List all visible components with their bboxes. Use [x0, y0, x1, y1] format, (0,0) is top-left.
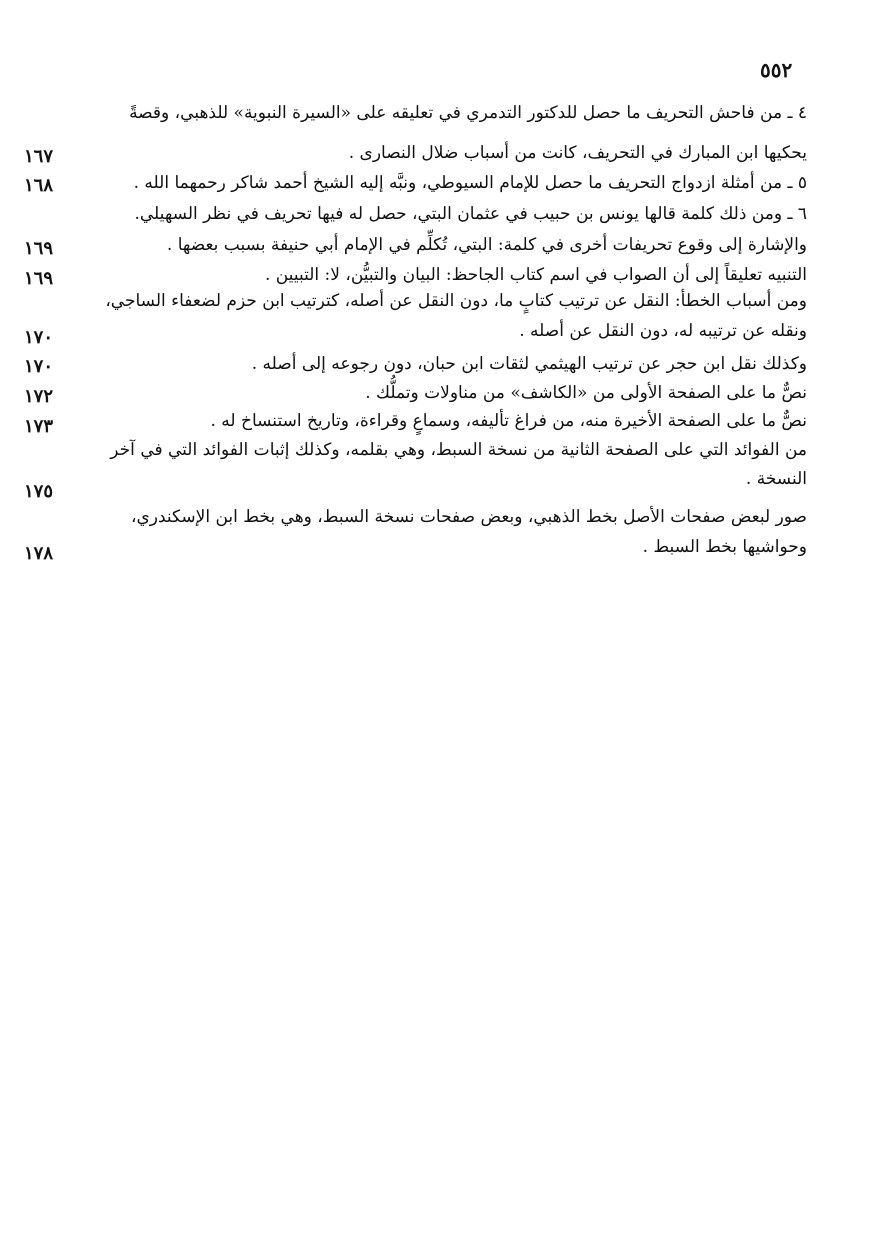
entry-text-line: ومن أسباب الخطأ: النقل عن ترتيب كتابٍ ما، دون النقل عن أصله، كترتيب ابن حزم لضعفاء الساجي، [105, 291, 807, 311]
entry-text-line: ٤ ـ من فاحش التحريف ما حصل للدكتور التدمري في تعليقه على «السيرة النبوية» للذهبي، وقصةً [129, 103, 807, 123]
entry-text-line: وحواشيها بخط السبط . [642, 537, 807, 557]
page-reference: ١٧٨ [24, 543, 54, 564]
page-reference: ١٧٠ [24, 356, 54, 377]
entry-text-line: يحكيها ابن المبارك في التحريف، كانت من أسباب ضلال النصارى . [348, 143, 807, 163]
entry-text-line: نصٌّ ما على الصفحة الأخيرة منه، من فراغ تأليفه، وسماعٍ وقراءة، وتاريخ استنساخ له . [210, 411, 807, 431]
entry-text-line: ونقله عن ترتيبه له، دون النقل عن أصله . [519, 321, 807, 341]
page-reference: ١٦٧ [24, 146, 54, 167]
page-reference: ١٧٥ [24, 481, 54, 502]
entry-text-line: ٦ ـ ومن ذلك كلمة قالها يونس بن حبيب في عثمان البتي، حصل له فيها تحريف في نظر السهيلي. [134, 204, 807, 224]
entry-text-line: نصٌّ ما على الصفحة الأولى من «الكاشف» من مناولات وتملُّك . [365, 383, 807, 403]
entry-text-line: من الفوائد التي على الصفحة الثانية من نسخة السبط، وهي بقلمه، وكذلك إثبات الفوائد التي في آخر [110, 440, 807, 460]
page-reference: ١٦٨ [24, 175, 54, 196]
entry-text-line: النسخة . [745, 469, 807, 489]
page-reference: ١٧٢ [24, 386, 54, 407]
entry-text-line: وكذلك نقل ابن حجر عن ترتيب الهيثمي لثقات ابن حبان، دون رجوعه إلى أصله . [251, 354, 807, 374]
entry-text-line: ٥ ـ من أمثلة ازدواج التحريف ما حصل للإمام السيوطي، ونبَّه إليه الشيخ أحمد شاكر رحمهما الله . [133, 173, 807, 193]
entry-text-line: التنبيه تعليقاً إلى أن الصواب في اسم كتاب الجاحظ: البيان والتبيُّن، لا: التبيين . [264, 265, 807, 285]
page-reference: ١٦٩ [24, 238, 54, 259]
page-reference: ١٧٠ [24, 327, 54, 348]
entry-text-line: صور لبعض صفحات الأصل بخط الذهبي، وبعض صفحات نسخة السبط، وهي بخط ابن الإسكندري، [130, 507, 807, 527]
page-reference: ١٦٩ [24, 268, 54, 289]
page-reference: ١٧٣ [24, 416, 54, 437]
entry-text-line: والإشارة إلى وقوع تحريفات أخرى في كلمة: البتي، تُكلِّم في الإمام أبي حنيفة بسبب بعضها . [166, 235, 807, 255]
page-number: ٥٥٢ [760, 58, 793, 82]
